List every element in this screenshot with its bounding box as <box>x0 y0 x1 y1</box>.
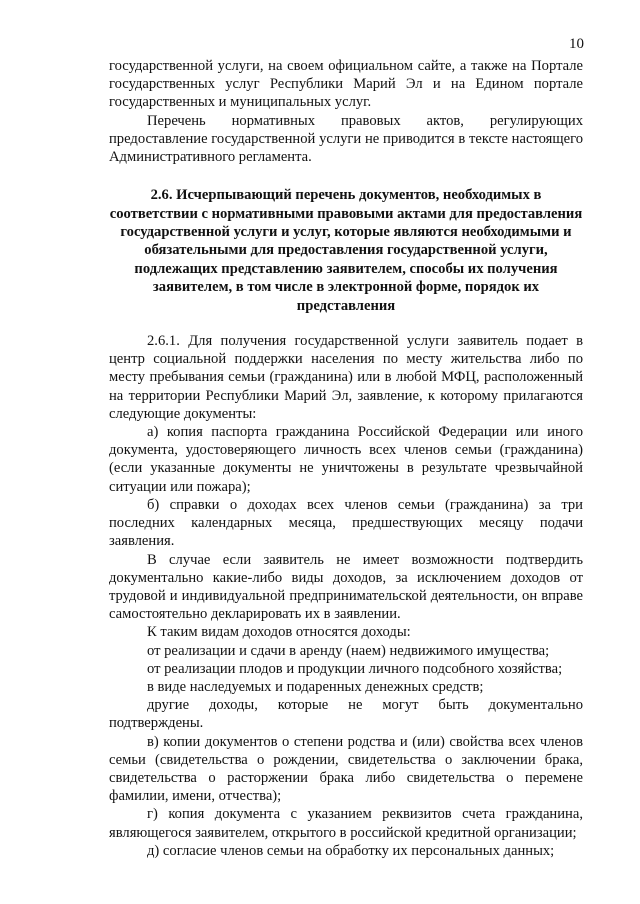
paragraph: Перечень нормативных правовых актов, регулирующих предоставление государственной услуги не приводится в тексте настоящего Административного регламента. <box>109 112 583 166</box>
income-item: в виде наследуемых и подаренных денежных средств; <box>147 678 484 695</box>
document-body <box>109 57 583 860</box>
paragraph-2-6-1: 2.6.1. Для получения государственной услуги заявитель подает в центр социальной поддержки населения по месту жительства либо по месту пребывания семьи (гражданина) или в любой МФЦ, расположенный на территории Республики Марий Эл, заявление, к которому прилагаются следующие документы: <box>109 333 583 422</box>
page-number: 10 <box>569 36 584 52</box>
paragraph: В случае если заявитель не имеет возможности подтвердить документально какие-либо виды доходов, за исключением доходов от трудовой и индивидуальной предпринимательской деятельности, он вправе самостоятельно декларировать их в заявлении. <box>109 551 583 623</box>
income-item: от реализации плодов и продукции личного подсобного хозяйства; <box>147 660 563 677</box>
list-item-d: д) согласие членов семьи на обработку их персональных данных; <box>147 842 555 859</box>
income-item: другие доходы, которые не могут быть документально подтверждены. <box>109 697 583 732</box>
section-heading: 2.6. Исчерпывающий перечень документов, необходимых в соответствии с нормативными правовыми актами для предоставления государственной услуги и услуг, которые являются необходимыми и обязательными для предоставления государственной услуги, подлежащих представлению заявителем, способы их получения заявителем, в том числе в электронной форме, порядок их представления <box>109 187 583 314</box>
list-item-a: а) копия паспорта гражданина Российской Федерации или иного документа, удостоверяющего личность всех членов семьи (гражданина) (если указанные документы не уничтожены в результате чрезвычайной ситуации или пожара); <box>109 424 583 495</box>
list-item-v: в) копии документов о степени родства и (или) свойства всех членов семьи (свидетельства о рождении, свидетельства о заключении брака, свидетельства о расторжении брака либо свидетельства о перемене фамилии, имени, отчества); <box>109 733 583 805</box>
list-item-g: г) копия документа с указанием реквизитов счета гражданина, являющегося заявителем, открытого в российской кредитной организации; <box>109 806 583 841</box>
paragraph: К таким видам доходов относятся доходы: <box>147 624 411 641</box>
paragraph: государственной услуги, на своем официальном сайте, а также на Портале государственных услуг Республики Марий Эл и на Едином портале государственных и муниципальных услуг. <box>109 58 583 111</box>
list-item-b: б) справки о доходах всех членов семьи (гражданина) за три последних календарных месяца, предшествующих месяцу подачи заявления. <box>109 496 583 550</box>
income-item: от реализации и сдачи в аренду (наем) недвижимого имущества; <box>147 642 550 659</box>
